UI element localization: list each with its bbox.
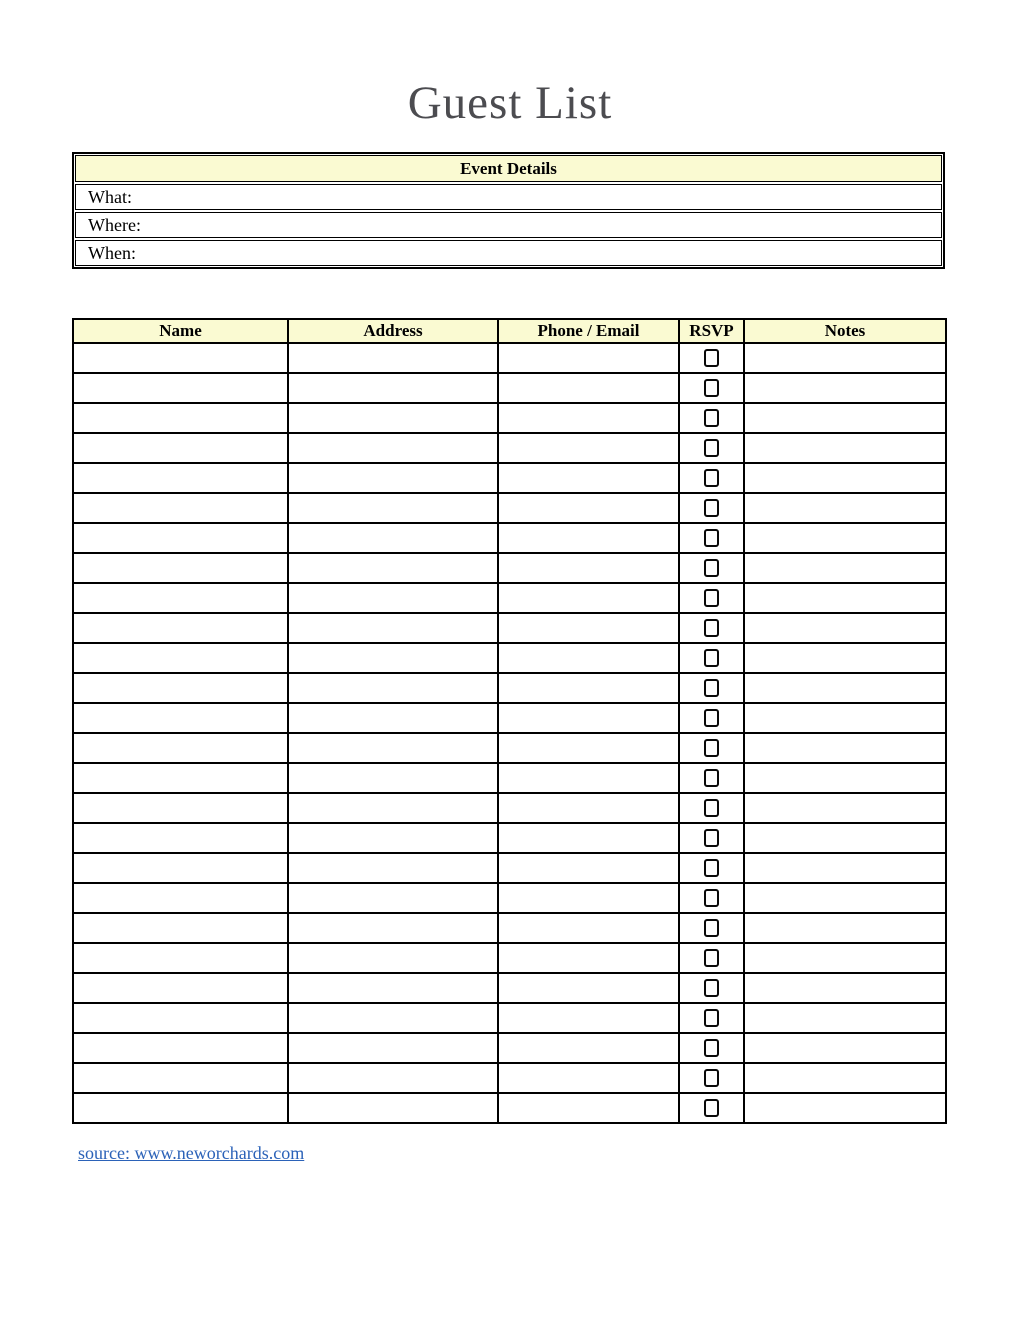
cell-notes[interactable]: [744, 763, 946, 793]
rsvp-checkbox[interactable]: [704, 439, 719, 457]
cell-rsvp[interactable]: [679, 643, 744, 673]
cell-rsvp[interactable]: [679, 493, 744, 523]
guest-row: [73, 703, 946, 733]
guest-row: [73, 463, 946, 493]
guest-row: [73, 1093, 946, 1123]
guest-row: [73, 583, 946, 613]
guest-row: [73, 1063, 946, 1093]
cell-address[interactable]: [288, 673, 498, 703]
rsvp-checkbox[interactable]: [704, 709, 719, 727]
cell-rsvp[interactable]: [679, 343, 744, 373]
cell-address[interactable]: [288, 913, 498, 943]
column-header-address: Address: [288, 319, 498, 343]
guest-row: [73, 1033, 946, 1063]
cell-address[interactable]: [288, 1093, 498, 1123]
cell-rsvp[interactable]: [679, 763, 744, 793]
cell-name[interactable]: [73, 433, 288, 463]
rsvp-checkbox[interactable]: [704, 679, 719, 697]
guest-row: [73, 493, 946, 523]
guest-row: [73, 853, 946, 883]
guest-row: [73, 553, 946, 583]
rsvp-checkbox[interactable]: [704, 529, 719, 547]
cell-rsvp[interactable]: [679, 613, 744, 643]
cell-phone-email[interactable]: [498, 673, 679, 703]
rsvp-checkbox[interactable]: [704, 859, 719, 877]
source-link[interactable]: source: www.neworchards.com: [78, 1143, 305, 1163]
cell-address[interactable]: [288, 493, 498, 523]
cell-address[interactable]: [288, 523, 498, 553]
cell-notes[interactable]: [744, 553, 946, 583]
cell-phone-email[interactable]: [498, 913, 679, 943]
cell-notes[interactable]: [744, 733, 946, 763]
rsvp-checkbox[interactable]: [704, 829, 719, 847]
cell-phone-email[interactable]: [498, 823, 679, 853]
cell-address[interactable]: [288, 553, 498, 583]
cell-address[interactable]: [288, 403, 498, 433]
rsvp-checkbox[interactable]: [704, 409, 719, 427]
cell-notes[interactable]: [744, 1003, 946, 1033]
event-details-box: [72, 152, 945, 269]
rsvp-checkbox[interactable]: [704, 889, 719, 907]
cell-rsvp[interactable]: [679, 733, 744, 763]
cell-phone-email[interactable]: [498, 613, 679, 643]
rsvp-checkbox[interactable]: [704, 739, 719, 757]
cell-address[interactable]: [288, 973, 498, 1003]
cell-notes[interactable]: [744, 583, 946, 613]
cell-phone-email[interactable]: [498, 553, 679, 583]
guest-row: [73, 883, 946, 913]
cell-notes[interactable]: [744, 403, 946, 433]
cell-phone-email[interactable]: [498, 763, 679, 793]
cell-rsvp[interactable]: [679, 553, 744, 583]
cell-address[interactable]: [288, 1003, 498, 1033]
cell-address[interactable]: [288, 373, 498, 403]
cell-name[interactable]: [73, 343, 288, 373]
cell-rsvp[interactable]: [679, 913, 744, 943]
cell-address[interactable]: [288, 643, 498, 673]
cell-address[interactable]: [288, 613, 498, 643]
cell-notes[interactable]: [744, 493, 946, 523]
cell-phone-email[interactable]: [498, 373, 679, 403]
rsvp-checkbox[interactable]: [704, 379, 719, 397]
cell-notes[interactable]: [744, 973, 946, 1003]
rsvp-checkbox[interactable]: [704, 1099, 719, 1117]
cell-rsvp[interactable]: [679, 583, 744, 613]
rsvp-checkbox[interactable]: [704, 979, 719, 997]
cell-name[interactable]: [73, 463, 288, 493]
guest-row: [73, 1003, 946, 1033]
rsvp-checkbox[interactable]: [704, 469, 719, 487]
cell-name[interactable]: [73, 823, 288, 853]
cell-name[interactable]: [73, 1063, 288, 1093]
cell-address[interactable]: [288, 1063, 498, 1093]
cell-phone-email[interactable]: [498, 523, 679, 553]
cell-name[interactable]: [73, 403, 288, 433]
cell-rsvp[interactable]: [679, 433, 744, 463]
rsvp-checkbox[interactable]: [704, 919, 719, 937]
guest-row: [73, 673, 946, 703]
cell-name[interactable]: [73, 913, 288, 943]
cell-notes[interactable]: [744, 373, 946, 403]
cell-name[interactable]: [73, 1093, 288, 1123]
cell-rsvp[interactable]: [679, 673, 744, 703]
rsvp-checkbox[interactable]: [704, 799, 719, 817]
cell-phone-email[interactable]: [498, 343, 679, 373]
cell-notes[interactable]: [744, 523, 946, 553]
cell-notes[interactable]: [744, 643, 946, 673]
cell-name[interactable]: [73, 703, 288, 733]
column-header-notes: Notes: [744, 319, 946, 343]
guest-row: [73, 733, 946, 763]
cell-address[interactable]: [288, 823, 498, 853]
cell-notes[interactable]: [744, 823, 946, 853]
cell-rsvp[interactable]: [679, 1033, 744, 1063]
cell-notes[interactable]: [744, 793, 946, 823]
cell-phone-email[interactable]: [498, 733, 679, 763]
cell-name[interactable]: [73, 643, 288, 673]
cell-address[interactable]: [288, 853, 498, 883]
cell-notes[interactable]: [744, 1033, 946, 1063]
cell-phone-email[interactable]: [498, 1093, 679, 1123]
cell-name[interactable]: [73, 853, 288, 883]
guest-row: [73, 643, 946, 673]
event-field-where[interactable]: Where:: [75, 212, 942, 238]
event-field-when[interactable]: When:: [75, 240, 942, 266]
guest-row: [73, 403, 946, 433]
cell-phone-email[interactable]: [498, 793, 679, 823]
cell-rsvp[interactable]: [679, 973, 744, 1003]
cell-address[interactable]: [288, 733, 498, 763]
cell-rsvp[interactable]: [679, 403, 744, 433]
guest-row: [73, 823, 946, 853]
cell-notes[interactable]: [744, 343, 946, 373]
column-header-phone-email: Phone / Email: [498, 319, 679, 343]
cell-rsvp[interactable]: [679, 1063, 744, 1093]
rsvp-checkbox[interactable]: [704, 559, 719, 577]
column-header-name: Name: [73, 319, 288, 343]
guest-row: [73, 793, 946, 823]
cell-phone-email[interactable]: [498, 883, 679, 913]
cell-notes[interactable]: [744, 1093, 946, 1123]
cell-notes[interactable]: [744, 1063, 946, 1093]
guest-row: [73, 523, 946, 553]
guest-row: [73, 763, 946, 793]
cell-address[interactable]: [288, 463, 498, 493]
column-header-rsvp: RSVP: [679, 319, 744, 343]
cell-phone-email[interactable]: [498, 433, 679, 463]
cell-address[interactable]: [288, 703, 498, 733]
cell-name[interactable]: [73, 973, 288, 1003]
cell-phone-email[interactable]: [498, 643, 679, 673]
rsvp-checkbox[interactable]: [704, 769, 719, 787]
cell-phone-email[interactable]: [498, 583, 679, 613]
cell-name[interactable]: [73, 673, 288, 703]
cell-address[interactable]: [288, 433, 498, 463]
cell-notes[interactable]: [744, 703, 946, 733]
cell-name[interactable]: [73, 373, 288, 403]
rsvp-checkbox[interactable]: [704, 649, 719, 667]
cell-rsvp[interactable]: [679, 463, 744, 493]
cell-phone-email[interactable]: [498, 853, 679, 883]
cell-address[interactable]: [288, 343, 498, 373]
guest-row: [73, 973, 946, 1003]
cell-phone-email[interactable]: [498, 1003, 679, 1033]
guest-table-header-row: [73, 319, 946, 343]
cell-phone-email[interactable]: [498, 403, 679, 433]
cell-name[interactable]: [73, 883, 288, 913]
event-field-what[interactable]: What:: [75, 184, 942, 210]
cell-name[interactable]: [73, 943, 288, 973]
guest-row: [73, 613, 946, 643]
cell-rsvp[interactable]: [679, 883, 744, 913]
cell-rsvp[interactable]: [679, 703, 744, 733]
cell-address[interactable]: [288, 763, 498, 793]
cell-name[interactable]: [73, 793, 288, 823]
cell-phone-email[interactable]: [498, 463, 679, 493]
cell-name[interactable]: [73, 1033, 288, 1063]
guest-row: [73, 373, 946, 403]
cell-address[interactable]: [288, 1033, 498, 1063]
cell-rsvp[interactable]: [679, 823, 744, 853]
cell-address[interactable]: [288, 583, 498, 613]
cell-rsvp[interactable]: [679, 943, 744, 973]
cell-notes[interactable]: [744, 943, 946, 973]
cell-phone-email[interactable]: [498, 973, 679, 1003]
rsvp-checkbox[interactable]: [704, 1069, 719, 1087]
cell-name[interactable]: [73, 493, 288, 523]
event-details-header: Event Details: [75, 155, 942, 182]
rsvp-checkbox[interactable]: [704, 349, 719, 367]
cell-name[interactable]: [73, 613, 288, 643]
cell-notes[interactable]: [744, 613, 946, 643]
rsvp-checkbox[interactable]: [704, 949, 719, 967]
cell-phone-email[interactable]: [498, 943, 679, 973]
page-title: Guest List: [407, 77, 613, 129]
cell-rsvp[interactable]: [679, 523, 744, 553]
cell-rsvp[interactable]: [679, 1093, 744, 1123]
cell-phone-email[interactable]: [498, 1033, 679, 1063]
cell-notes[interactable]: [744, 883, 946, 913]
cell-rsvp[interactable]: [679, 853, 744, 883]
rsvp-checkbox[interactable]: [704, 589, 719, 607]
cell-name[interactable]: [73, 733, 288, 763]
cell-notes[interactable]: [744, 433, 946, 463]
cell-address[interactable]: [288, 943, 498, 973]
cell-address[interactable]: [288, 793, 498, 823]
cell-rsvp[interactable]: [679, 793, 744, 823]
rsvp-checkbox[interactable]: [704, 619, 719, 637]
guest-row: [73, 943, 946, 973]
cell-notes[interactable]: [744, 463, 946, 493]
cell-name[interactable]: [73, 553, 288, 583]
cell-name[interactable]: [73, 523, 288, 553]
cell-rsvp[interactable]: [679, 373, 744, 403]
rsvp-checkbox[interactable]: [704, 499, 719, 517]
rsvp-checkbox[interactable]: [704, 1009, 719, 1027]
cell-name[interactable]: [73, 763, 288, 793]
cell-notes[interactable]: [744, 673, 946, 703]
guest-row: [73, 913, 946, 943]
cell-phone-email[interactable]: [498, 493, 679, 523]
cell-name[interactable]: [73, 1003, 288, 1033]
cell-phone-email[interactable]: [498, 703, 679, 733]
cell-address[interactable]: [288, 883, 498, 913]
guest-row: [73, 433, 946, 463]
cell-notes[interactable]: [744, 853, 946, 883]
cell-phone-email[interactable]: [498, 1063, 679, 1093]
guest-list-table: [72, 318, 947, 1124]
guest-table-body: [73, 343, 946, 1123]
cell-name[interactable]: [73, 583, 288, 613]
guest-row: [73, 343, 946, 373]
cell-rsvp[interactable]: [679, 1003, 744, 1033]
rsvp-checkbox[interactable]: [704, 1039, 719, 1057]
cell-notes[interactable]: [744, 913, 946, 943]
